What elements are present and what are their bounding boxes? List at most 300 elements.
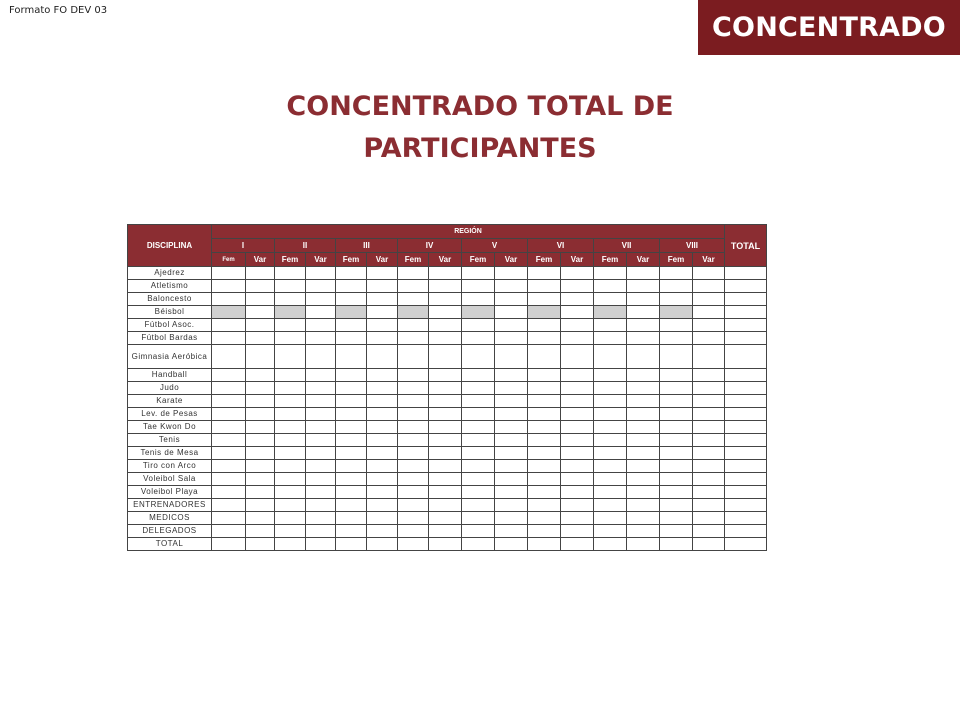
count-cell[interactable] (306, 382, 336, 395)
count-cell[interactable] (212, 408, 246, 421)
count-cell[interactable] (306, 293, 336, 306)
total-cell[interactable] (725, 319, 767, 332)
count-cell[interactable] (594, 306, 627, 319)
total-cell[interactable] (725, 332, 767, 345)
count-cell[interactable] (594, 280, 627, 293)
count-cell[interactable] (495, 332, 528, 345)
count-cell[interactable] (495, 369, 528, 382)
count-cell[interactable] (462, 382, 495, 395)
count-cell[interactable] (462, 421, 495, 434)
count-cell[interactable] (594, 369, 627, 382)
count-cell[interactable] (528, 447, 561, 460)
count-cell[interactable] (495, 525, 528, 538)
count-cell[interactable] (429, 382, 462, 395)
count-cell[interactable] (561, 382, 594, 395)
count-cell[interactable] (398, 382, 429, 395)
count-cell[interactable] (306, 486, 336, 499)
count-cell[interactable] (495, 306, 528, 319)
count-cell[interactable] (462, 499, 495, 512)
count-cell[interactable] (594, 434, 627, 447)
count-cell[interactable] (336, 267, 367, 280)
count-cell[interactable] (462, 460, 495, 473)
count-cell[interactable] (306, 369, 336, 382)
count-cell[interactable] (246, 293, 275, 306)
count-cell[interactable] (528, 434, 561, 447)
count-cell[interactable] (627, 382, 660, 395)
count-cell[interactable] (275, 421, 306, 434)
count-cell[interactable] (561, 293, 594, 306)
count-cell[interactable] (367, 447, 398, 460)
count-cell[interactable] (561, 369, 594, 382)
count-cell[interactable] (275, 345, 306, 369)
count-cell[interactable] (693, 434, 725, 447)
count-cell[interactable] (561, 538, 594, 551)
count-cell[interactable] (336, 499, 367, 512)
count-cell[interactable] (367, 486, 398, 499)
count-cell[interactable] (367, 395, 398, 408)
count-cell[interactable] (398, 499, 429, 512)
count-cell[interactable] (495, 499, 528, 512)
count-cell[interactable] (561, 408, 594, 421)
count-cell[interactable] (660, 525, 693, 538)
total-cell[interactable] (725, 447, 767, 460)
count-cell[interactable] (246, 267, 275, 280)
count-cell[interactable] (495, 460, 528, 473)
count-cell[interactable] (246, 408, 275, 421)
count-cell[interactable] (495, 434, 528, 447)
count-cell[interactable] (275, 408, 306, 421)
total-cell[interactable] (725, 434, 767, 447)
count-cell[interactable] (594, 267, 627, 280)
count-cell[interactable] (306, 319, 336, 332)
count-cell[interactable] (306, 434, 336, 447)
count-cell[interactable] (561, 460, 594, 473)
count-cell[interactable] (495, 421, 528, 434)
count-cell[interactable] (462, 525, 495, 538)
count-cell[interactable] (693, 460, 725, 473)
count-cell[interactable] (495, 345, 528, 369)
count-cell[interactable] (398, 486, 429, 499)
count-cell[interactable] (495, 382, 528, 395)
count-cell[interactable] (660, 512, 693, 525)
count-cell[interactable] (528, 382, 561, 395)
count-cell[interactable] (398, 434, 429, 447)
count-cell[interactable] (528, 460, 561, 473)
count-cell[interactable] (561, 345, 594, 369)
count-cell[interactable] (275, 369, 306, 382)
total-cell[interactable] (725, 382, 767, 395)
count-cell[interactable] (212, 345, 246, 369)
total-cell[interactable] (725, 473, 767, 486)
count-cell[interactable] (693, 512, 725, 525)
count-cell[interactable] (275, 306, 306, 319)
count-cell[interactable] (429, 421, 462, 434)
count-cell[interactable] (561, 421, 594, 434)
count-cell[interactable] (212, 499, 246, 512)
count-cell[interactable] (306, 280, 336, 293)
count-cell[interactable] (528, 332, 561, 345)
total-cell[interactable] (725, 408, 767, 421)
count-cell[interactable] (212, 395, 246, 408)
count-cell[interactable] (660, 395, 693, 408)
count-cell[interactable] (275, 473, 306, 486)
count-cell[interactable] (528, 306, 561, 319)
count-cell[interactable] (693, 395, 725, 408)
count-cell[interactable] (561, 306, 594, 319)
count-cell[interactable] (246, 369, 275, 382)
count-cell[interactable] (660, 421, 693, 434)
count-cell[interactable] (528, 499, 561, 512)
count-cell[interactable] (367, 319, 398, 332)
count-cell[interactable] (336, 345, 367, 369)
count-cell[interactable] (246, 306, 275, 319)
count-cell[interactable] (306, 267, 336, 280)
count-cell[interactable] (429, 306, 462, 319)
count-cell[interactable] (367, 473, 398, 486)
count-cell[interactable] (627, 345, 660, 369)
count-cell[interactable] (246, 332, 275, 345)
count-cell[interactable] (594, 319, 627, 332)
count-cell[interactable] (594, 447, 627, 460)
count-cell[interactable] (660, 408, 693, 421)
count-cell[interactable] (398, 332, 429, 345)
count-cell[interactable] (528, 319, 561, 332)
count-cell[interactable] (627, 460, 660, 473)
count-cell[interactable] (627, 408, 660, 421)
count-cell[interactable] (429, 408, 462, 421)
count-cell[interactable] (594, 382, 627, 395)
count-cell[interactable] (398, 525, 429, 538)
count-cell[interactable] (495, 512, 528, 525)
count-cell[interactable] (212, 512, 246, 525)
count-cell[interactable] (306, 408, 336, 421)
count-cell[interactable] (275, 447, 306, 460)
count-cell[interactable] (495, 447, 528, 460)
count-cell[interactable] (660, 267, 693, 280)
count-cell[interactable] (528, 486, 561, 499)
count-cell[interactable] (495, 395, 528, 408)
count-cell[interactable] (306, 538, 336, 551)
count-cell[interactable] (306, 512, 336, 525)
count-cell[interactable] (336, 408, 367, 421)
count-cell[interactable] (212, 538, 246, 551)
count-cell[interactable] (594, 460, 627, 473)
count-cell[interactable] (594, 538, 627, 551)
count-cell[interactable] (306, 499, 336, 512)
count-cell[interactable] (528, 473, 561, 486)
count-cell[interactable] (429, 447, 462, 460)
count-cell[interactable] (627, 267, 660, 280)
count-cell[interactable] (561, 434, 594, 447)
count-cell[interactable] (627, 306, 660, 319)
count-cell[interactable] (246, 421, 275, 434)
total-cell[interactable] (725, 280, 767, 293)
count-cell[interactable] (275, 280, 306, 293)
count-cell[interactable] (336, 421, 367, 434)
count-cell[interactable] (367, 280, 398, 293)
count-cell[interactable] (275, 434, 306, 447)
count-cell[interactable] (660, 447, 693, 460)
count-cell[interactable] (429, 369, 462, 382)
count-cell[interactable] (398, 280, 429, 293)
count-cell[interactable] (336, 447, 367, 460)
count-cell[interactable] (660, 434, 693, 447)
count-cell[interactable] (660, 486, 693, 499)
count-cell[interactable] (246, 525, 275, 538)
count-cell[interactable] (398, 293, 429, 306)
count-cell[interactable] (693, 369, 725, 382)
count-cell[interactable] (594, 421, 627, 434)
count-cell[interactable] (212, 306, 246, 319)
count-cell[interactable] (398, 512, 429, 525)
count-cell[interactable] (246, 499, 275, 512)
count-cell[interactable] (367, 421, 398, 434)
total-cell[interactable] (725, 421, 767, 434)
count-cell[interactable] (246, 473, 275, 486)
count-cell[interactable] (561, 499, 594, 512)
count-cell[interactable] (429, 525, 462, 538)
count-cell[interactable] (528, 525, 561, 538)
count-cell[interactable] (429, 280, 462, 293)
count-cell[interactable] (693, 447, 725, 460)
count-cell[interactable] (693, 421, 725, 434)
count-cell[interactable] (246, 434, 275, 447)
count-cell[interactable] (336, 525, 367, 538)
count-cell[interactable] (462, 473, 495, 486)
count-cell[interactable] (594, 408, 627, 421)
count-cell[interactable] (495, 267, 528, 280)
count-cell[interactable] (561, 447, 594, 460)
count-cell[interactable] (528, 408, 561, 421)
total-cell[interactable] (725, 538, 767, 551)
count-cell[interactable] (212, 421, 246, 434)
count-cell[interactable] (336, 306, 367, 319)
count-cell[interactable] (367, 525, 398, 538)
count-cell[interactable] (367, 382, 398, 395)
count-cell[interactable] (212, 382, 246, 395)
count-cell[interactable] (246, 395, 275, 408)
count-cell[interactable] (275, 267, 306, 280)
count-cell[interactable] (693, 473, 725, 486)
count-cell[interactable] (561, 395, 594, 408)
count-cell[interactable] (336, 293, 367, 306)
count-cell[interactable] (561, 280, 594, 293)
count-cell[interactable] (275, 512, 306, 525)
count-cell[interactable] (693, 319, 725, 332)
count-cell[interactable] (212, 486, 246, 499)
count-cell[interactable] (367, 434, 398, 447)
total-cell[interactable] (725, 267, 767, 280)
count-cell[interactable] (462, 306, 495, 319)
count-cell[interactable] (306, 345, 336, 369)
count-cell[interactable] (462, 538, 495, 551)
count-cell[interactable] (627, 421, 660, 434)
count-cell[interactable] (367, 332, 398, 345)
count-cell[interactable] (693, 499, 725, 512)
count-cell[interactable] (398, 369, 429, 382)
count-cell[interactable] (367, 538, 398, 551)
count-cell[interactable] (693, 525, 725, 538)
count-cell[interactable] (336, 473, 367, 486)
count-cell[interactable] (627, 332, 660, 345)
count-cell[interactable] (212, 369, 246, 382)
count-cell[interactable] (429, 293, 462, 306)
count-cell[interactable] (693, 382, 725, 395)
count-cell[interactable] (429, 434, 462, 447)
count-cell[interactable] (429, 267, 462, 280)
count-cell[interactable] (561, 332, 594, 345)
count-cell[interactable] (212, 525, 246, 538)
count-cell[interactable] (367, 267, 398, 280)
count-cell[interactable] (660, 382, 693, 395)
total-cell[interactable] (725, 486, 767, 499)
count-cell[interactable] (495, 473, 528, 486)
count-cell[interactable] (306, 395, 336, 408)
count-cell[interactable] (660, 306, 693, 319)
count-cell[interactable] (306, 525, 336, 538)
count-cell[interactable] (495, 538, 528, 551)
count-cell[interactable] (275, 382, 306, 395)
total-cell[interactable] (725, 369, 767, 382)
count-cell[interactable] (594, 345, 627, 369)
count-cell[interactable] (212, 434, 246, 447)
count-cell[interactable] (561, 473, 594, 486)
count-cell[interactable] (212, 267, 246, 280)
count-cell[interactable] (495, 280, 528, 293)
count-cell[interactable] (429, 319, 462, 332)
count-cell[interactable] (275, 460, 306, 473)
total-cell[interactable] (725, 345, 767, 369)
count-cell[interactable] (627, 447, 660, 460)
count-cell[interactable] (528, 267, 561, 280)
count-cell[interactable] (246, 280, 275, 293)
count-cell[interactable] (212, 319, 246, 332)
count-cell[interactable] (627, 473, 660, 486)
count-cell[interactable] (275, 293, 306, 306)
count-cell[interactable] (627, 319, 660, 332)
count-cell[interactable] (246, 486, 275, 499)
count-cell[interactable] (246, 447, 275, 460)
count-cell[interactable] (594, 473, 627, 486)
count-cell[interactable] (336, 434, 367, 447)
count-cell[interactable] (367, 408, 398, 421)
total-cell[interactable] (725, 525, 767, 538)
count-cell[interactable] (306, 306, 336, 319)
count-cell[interactable] (561, 486, 594, 499)
count-cell[interactable] (627, 486, 660, 499)
count-cell[interactable] (212, 460, 246, 473)
count-cell[interactable] (627, 280, 660, 293)
count-cell[interactable] (660, 345, 693, 369)
count-cell[interactable] (693, 332, 725, 345)
count-cell[interactable] (336, 512, 367, 525)
total-cell[interactable] (725, 306, 767, 319)
count-cell[interactable] (429, 486, 462, 499)
count-cell[interactable] (495, 319, 528, 332)
count-cell[interactable] (429, 395, 462, 408)
count-cell[interactable] (660, 280, 693, 293)
count-cell[interactable] (306, 447, 336, 460)
count-cell[interactable] (306, 473, 336, 486)
count-cell[interactable] (367, 293, 398, 306)
count-cell[interactable] (693, 293, 725, 306)
count-cell[interactable] (275, 486, 306, 499)
count-cell[interactable] (336, 280, 367, 293)
count-cell[interactable] (561, 525, 594, 538)
total-cell[interactable] (725, 512, 767, 525)
count-cell[interactable] (306, 332, 336, 345)
count-cell[interactable] (275, 332, 306, 345)
count-cell[interactable] (429, 345, 462, 369)
count-cell[interactable] (462, 434, 495, 447)
count-cell[interactable] (275, 319, 306, 332)
count-cell[interactable] (246, 345, 275, 369)
count-cell[interactable] (212, 280, 246, 293)
total-cell[interactable] (725, 460, 767, 473)
count-cell[interactable] (660, 293, 693, 306)
count-cell[interactable] (627, 538, 660, 551)
count-cell[interactable] (660, 499, 693, 512)
count-cell[interactable] (336, 332, 367, 345)
count-cell[interactable] (693, 280, 725, 293)
count-cell[interactable] (398, 538, 429, 551)
count-cell[interactable] (429, 499, 462, 512)
count-cell[interactable] (429, 538, 462, 551)
count-cell[interactable] (660, 369, 693, 382)
count-cell[interactable] (398, 395, 429, 408)
count-cell[interactable] (398, 421, 429, 434)
total-cell[interactable] (725, 395, 767, 408)
count-cell[interactable] (275, 538, 306, 551)
count-cell[interactable] (528, 395, 561, 408)
count-cell[interactable] (306, 421, 336, 434)
count-cell[interactable] (594, 499, 627, 512)
count-cell[interactable] (462, 345, 495, 369)
count-cell[interactable] (462, 447, 495, 460)
count-cell[interactable] (627, 395, 660, 408)
count-cell[interactable] (275, 395, 306, 408)
count-cell[interactable] (528, 369, 561, 382)
count-cell[interactable] (367, 345, 398, 369)
count-cell[interactable] (367, 460, 398, 473)
count-cell[interactable] (627, 434, 660, 447)
count-cell[interactable] (528, 293, 561, 306)
total-cell[interactable] (725, 499, 767, 512)
count-cell[interactable] (306, 460, 336, 473)
count-cell[interactable] (495, 486, 528, 499)
count-cell[interactable] (462, 486, 495, 499)
count-cell[interactable] (336, 319, 367, 332)
count-cell[interactable] (462, 319, 495, 332)
count-cell[interactable] (495, 408, 528, 421)
count-cell[interactable] (246, 319, 275, 332)
count-cell[interactable] (528, 280, 561, 293)
count-cell[interactable] (429, 512, 462, 525)
count-cell[interactable] (693, 267, 725, 280)
count-cell[interactable] (462, 267, 495, 280)
count-cell[interactable] (462, 395, 495, 408)
count-cell[interactable] (693, 345, 725, 369)
count-cell[interactable] (627, 525, 660, 538)
count-cell[interactable] (693, 486, 725, 499)
count-cell[interactable] (398, 473, 429, 486)
count-cell[interactable] (398, 447, 429, 460)
count-cell[interactable] (627, 369, 660, 382)
count-cell[interactable] (627, 512, 660, 525)
count-cell[interactable] (561, 319, 594, 332)
count-cell[interactable] (462, 408, 495, 421)
count-cell[interactable] (594, 395, 627, 408)
